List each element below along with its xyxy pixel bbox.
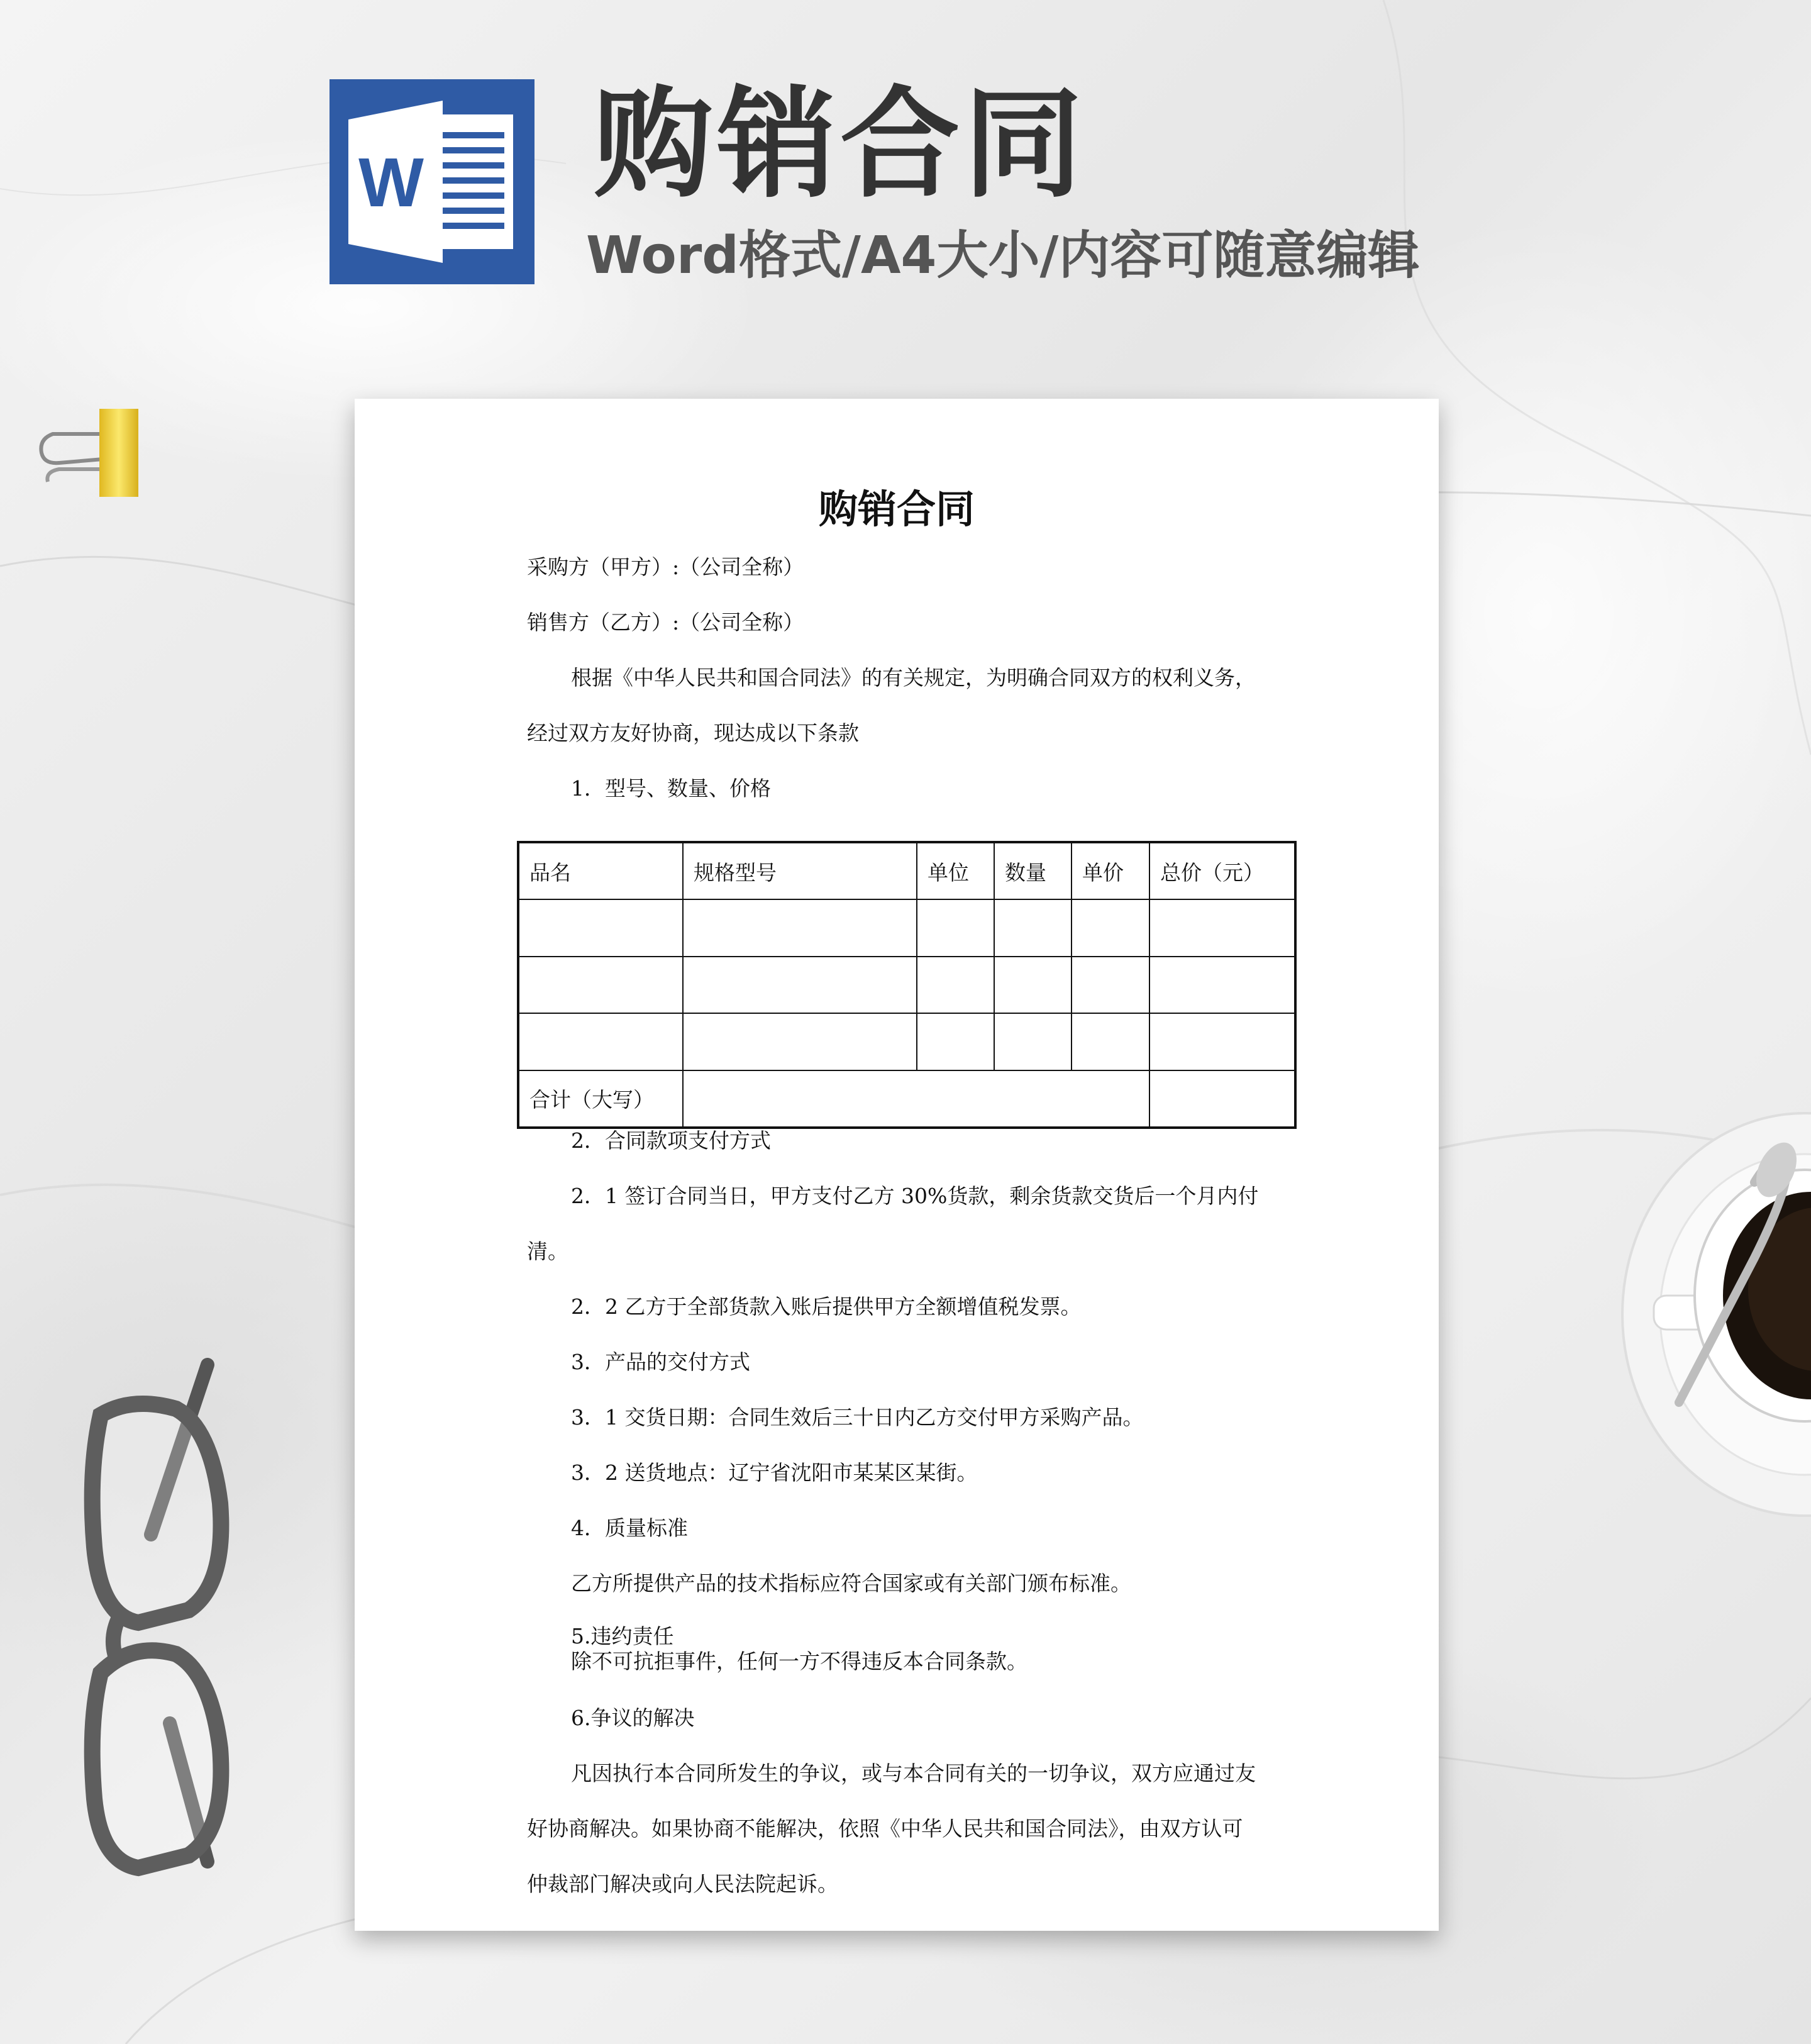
table-cell bbox=[1149, 899, 1295, 956]
section-6-line-1: 凡因执行本合同所发生的争议，或与本合同有关的一切争议，双方应通过友 bbox=[571, 1761, 1256, 1786]
intro-line-2: 经过双方友好协商，现达成以下条款 bbox=[527, 721, 859, 745]
section-6-heading: 6.争议的解决 bbox=[571, 1706, 695, 1730]
table-cell bbox=[1149, 957, 1295, 1013]
table-total-row bbox=[518, 1070, 1295, 1128]
binder-clip-icon bbox=[34, 409, 147, 497]
table-cell bbox=[683, 899, 917, 956]
table-cell bbox=[518, 957, 683, 1013]
document-page bbox=[355, 399, 1439, 1931]
table-header-row bbox=[518, 842, 1295, 899]
seller-line: 销售方（乙方）:（公司全称） bbox=[527, 610, 804, 635]
goods-table bbox=[517, 841, 1297, 1129]
table-row bbox=[518, 1013, 1295, 1070]
document-title: 购销合同 bbox=[818, 486, 975, 532]
table-header-cell: 单价 bbox=[1072, 842, 1149, 899]
word-icon-letter: W bbox=[358, 144, 424, 221]
table-cell bbox=[917, 899, 994, 956]
table-total-amount-words bbox=[683, 1070, 1149, 1128]
table-cell bbox=[1149, 1013, 1295, 1070]
page-subtitle: Word格式/A4大小/内容可随意编辑 bbox=[586, 226, 1420, 286]
table-total-amount bbox=[1149, 1070, 1295, 1128]
word-icon bbox=[330, 79, 534, 284]
table-header-cell: 规格型号 bbox=[683, 842, 917, 899]
section-3-heading: 3．产品的交付方式 bbox=[571, 1350, 750, 1374]
coffee-cup-icon bbox=[1597, 1107, 1811, 1522]
table-cell bbox=[518, 899, 683, 956]
section-1-heading: 1．型号、数量、价格 bbox=[571, 776, 771, 801]
section-4-body: 乙方所提供产品的技术指标应符合国家或有关部门颁布标准。 bbox=[571, 1571, 1131, 1596]
table-cell bbox=[917, 1013, 994, 1070]
table-total-label: 合计（大写） bbox=[518, 1070, 683, 1128]
table-cell bbox=[683, 957, 917, 1013]
table-header-cell: 总价（元） bbox=[1149, 842, 1295, 899]
table-cell bbox=[917, 957, 994, 1013]
table-cell bbox=[1072, 957, 1149, 1013]
page-title: 购销合同 bbox=[594, 75, 1087, 214]
table-header-cell: 品名 bbox=[518, 842, 683, 899]
intro-line-1: 根据《中华人民共和国合同法》的有关规定，为明确合同双方的权利义务， bbox=[571, 665, 1256, 690]
table-header-cell: 单位 bbox=[917, 842, 994, 899]
section-5-body: 除不可抗拒事件，任何一方不得违反本合同条款。 bbox=[571, 1649, 1027, 1674]
buyer-line: 采购方（甲方）:（公司全称） bbox=[527, 555, 804, 579]
section-2-heading: 2．合同款项支付方式 bbox=[571, 1128, 771, 1153]
table-cell bbox=[1072, 1013, 1149, 1070]
section-2-1-line-1: 2．1 签订合同当日，甲方支付乙方 30%货款，剩余货款交货后一个月内付 bbox=[571, 1184, 1259, 1208]
section-2-1-line-2: 清。 bbox=[527, 1239, 568, 1264]
table-row bbox=[518, 899, 1295, 956]
table-cell bbox=[683, 1013, 917, 1070]
glasses-icon bbox=[75, 1346, 239, 1899]
table-row bbox=[518, 957, 1295, 1013]
section-6-line-2: 好协商解决。如果协商不能解决，依照《中华人民共和国合同法》，由双方认可 bbox=[527, 1816, 1243, 1841]
section-2-2: 2．2 乙方于全部货款入账后提供甲方全额增值税发票。 bbox=[571, 1294, 1082, 1319]
section-5-heading: 5.违约责任 bbox=[571, 1624, 674, 1648]
table-header-cell: 数量 bbox=[994, 842, 1072, 899]
table-cell bbox=[518, 1013, 683, 1070]
table-cell bbox=[994, 1013, 1072, 1070]
section-3-1: 3．1 交货日期：合同生效后三十日内乙方交付甲方采购产品。 bbox=[571, 1405, 1144, 1430]
table-cell bbox=[994, 957, 1072, 1013]
table-cell bbox=[1072, 899, 1149, 956]
section-6-line-3: 仲裁部门解决或向人民法院起诉。 bbox=[527, 1872, 838, 1896]
table-cell bbox=[994, 899, 1072, 956]
section-4-heading: 4．质量标准 bbox=[571, 1516, 688, 1540]
section-3-2: 3．2 送货地点：辽宁省沈阳市某某区某街。 bbox=[571, 1460, 978, 1485]
